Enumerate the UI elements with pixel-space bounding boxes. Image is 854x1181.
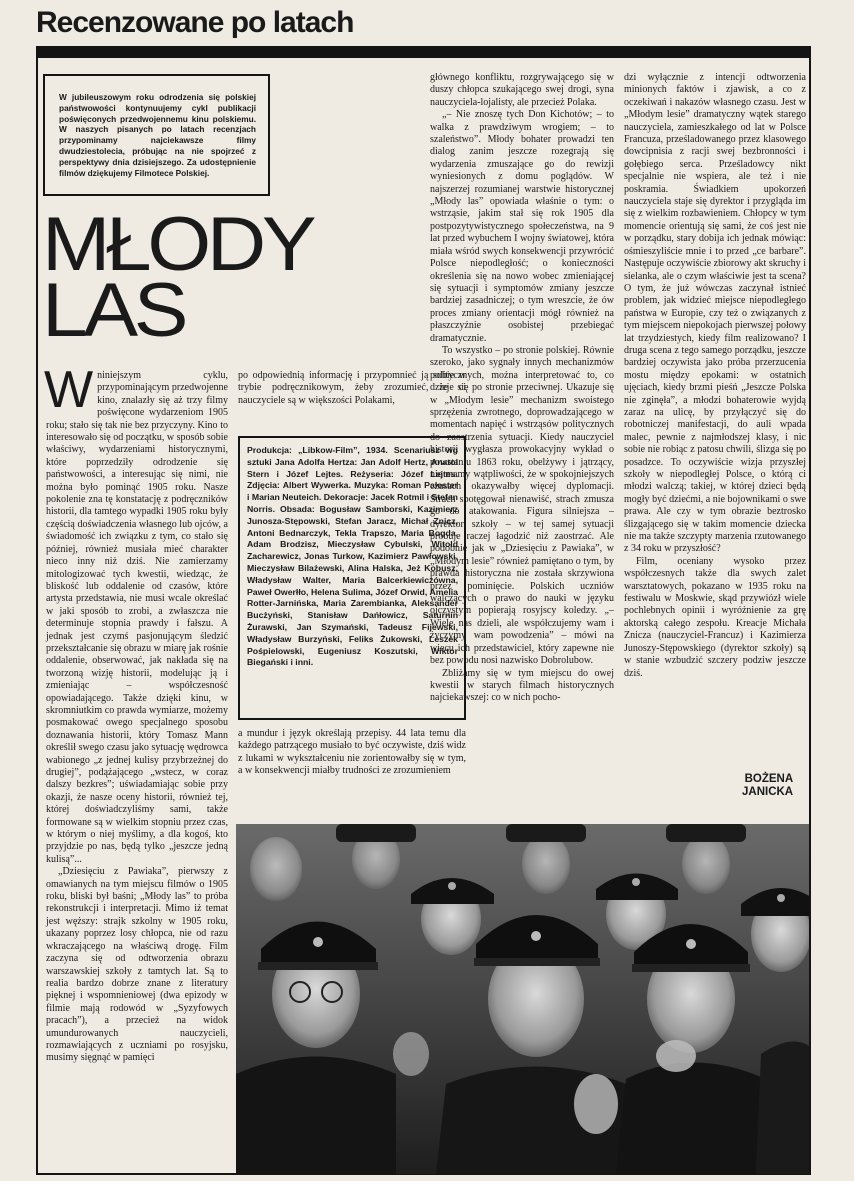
column-4-paragraph-1: dzi wyłącznie z intencji odtworzenia minionych faktów i zjawisk, a co z oczekiwań i nakazów własnego czasu. Jest w „Młodym lesie” dramatyczny wątek starego nauczyciela, zamieszkałego od lat w Polsce Francuza, prześladowanego przez klasowego dowcipnisia z racji swej bezbronności i gołębiego serca. Prześladowcy nikt specjalnie nie wspiera, ale też i nie poskramia. Świadkiem upokorzeń nauczyciela staje się dyrektor i przygląda im się z wielkim rozbawieniem. Chłopcy w tym momencie orientują się sami, że coś jest nie w porządku, stary dobija ich jednak mówiąc: ośmieszyliście mnie i to przed „ce barbare”. Następuje oczywiście zbiorowy akt skruchy i sielanka, ale o czym właściwie jest ta scena? O tym, że już wówczas zaczynał istnieć problem, jak widzieć miejsce niepodległego państwa w Europie, czy też o związanych z tym miejscem niepokojach pierwszej połowy lat trzydziestych, kiedy film realizowano? I druga scena z tego samego porządku, jeszcze bardziej oczywista jako próba przerzucenia mostu między epokami: w ostatnich ujęciach, kiedy brzmi pieśń „Jeszcze Polska nie zginęła”, a młodzi bohaterowie wyjdą zaraz na ulicę, by przyłączyć się do robotniczej manifestacji, do auli wpada malec, pewnie z najmłodszej klasy, i nic sobie nie robiąc z patosu chwili, ślizga się po posadzce. To oczywiście wizja przyszłej szkoły w niepodległej Polsce, o którą ci młodzi walczą; takiej, w której dzieci będą mogły być dziećmi, a nie bojownikami o swe prawa. Ale czy w tym obrazie beztrosko ślizgającego się w takim momencie dziecka nie ma także szczypty marzenia rzutowanego z 34 roku w przyszłość? (624, 72, 806, 555)
column-3-paragraph-2: „– Nie znoszę tych Don Kichotów; – to walka z prawdziwym wrogiem; – to szaleństwo”. Młody bohater prowadzi ten dialog zanim jeszcze rozegrają się wydarzenia zmuszające go do rewizji wyniesionych z domu poglądów. W najszerzej rozumianej warstwie historycznej „Młody las” opowiada właśnie o tym: o wstrząsie, jakim stał się rok 1905 dla postpozytywistycznego społeczeństwa, na 9 lat przed wybuchem I wojny światowej, która miała wśród swych konsekwencji przywrócić Polsce niepodległość; o konieczności określenia się na nowo wobec zmieniającej się sytuacji i symptomów zmiany jeszcze bardziej zasadniczej; o tym wreszcie, że ów proces zmiany orientacji mógł również na płaszczyźnie osobistej przebiegać dramatycznie. (430, 109, 614, 344)
column-3-paragraph-4: Zbliżamy się w tym miejscu do owej kwestii w starych filmach historycznych najciekawszej: co w nich pocho- (430, 667, 614, 704)
schoolboys-crowd-image (236, 824, 809, 1174)
section-title: Recenzowane po latach (36, 6, 354, 39)
credits-text: Produkcja: „Libkow-Film”, 1934. Scenariusz wg sztuki Jana Adolfa Hertza: Jan Adolf Hertz, Anatol Stern i Józef Lejtes. Reżyseria: Józef Lejtes. Zdjęcia: Albert Wywerka. Muzyka: Roman Palester i Marian Neuteich. Dekoracje: Jacek Rotmil i Stefan Norris. Obsada: Bogusław Samborski, Kazimierz Junosza-Stępowski, Stefan Jaracz, Michał Znicz, Antoni Bednarczyk, Tekla Trapszo, Maria Bogda, Adam Brodzisz, Mieczysław Cybulski, Witold Zacharewicz, Jonas Turkow, Kazimierz Pawłowski, Mieczysław Bilażewski, Alina Halska, Jeż Kobusz, Władysław Walter, Maria Balcerkiewiczówna, Paweł Owerłło, Helena Sulima, Józef Orwid, Amelia Rotter-Jarnińska, Maria Zarembianka, Aleksander Bucżyński, Stanisław Dańłowicz, Saturnin Żurawski, Jan Szymański, Tadeusz Fijewski, Władysław Burzyński, Feliks Żukowski, Leszek Pośpielowski, Eugeniusz Koszutski, Wiktor Biegański i inni. (247, 445, 458, 668)
frame-rule-left (36, 58, 38, 1175)
column-3-paragraph-3: To wszystko – po stronie polskiej. Równie szeroko, jako sygnały innych mechanizmów politycznych, można interpretować to, co dzieje się po stronie przeciwnej. Ukazuje się w „Młodym lesie” mechanizm swoistego sprzężenia zwrotnego, doprowadzającego w momentach napięć i wstrząsów politycznych do zaostrzenia sytuacji. Kiedy nauczyciel historii wygłasza prowokacyjny wykład o powstaniu 1863 roku, obelżywy i jątrzący, nie mamy wątpliwości, że w spokojniejszych czasach okazywałby więcej dyplomacji. Strach spotęgował nienawiść, strach zmusza go do atakowania. Figura silniejsza – dyrektor szkoły – w tej samej sytuacji próbuje raczej łagodzić niż zaostrzać. Ale podobnie jak w „Dziesięciu z Pawiaka”, w „Młodym lesie” również pamiętano o tym, by prawda historyczna nie została skrzywiona przez pominięcie. Polskich uczniów walczących o prawo do nauki w języku ojczystym popierają rosyjscy koledzy. „– Wiele nas dzieli, ale współczujemy wam i życzymy wam powodzenia” – mówi na wiecu ich przedstawiciel, który zapewne nie bez powodu nosi nazwisko Dobrolubow. (430, 344, 614, 667)
intro-text: W jubileuszowym roku odrodzenia się polskiej państwowości kontynuujemy cykl publikacji poświęconych przedwojennemu kinu polskiemu. W naszych pisanych po latach recenzjach przypominamy najciekawsze filmy dwudziestolecia, próbując na nie spojrzeć z perspektywy dnia dzisiejszego. Za udostępnienie filmów dziękujemy Filmotece Polskiej. (59, 92, 256, 178)
column-1-paragraph-1 (44, 361, 228, 866)
column-2-top-text: po odpowiednią informację i przypomnieć ją sobie w trybie podręcznikowym, żeby zrozumieć, że ci nauczyciele są w większości Polakami, (238, 370, 466, 406)
article-title (42, 202, 313, 353)
intro-box (43, 74, 270, 196)
column-1-text-1: niniejszym cyklu, przypominającym przedwojenne kino, znalazły się aż trzy filmy poświęcone wydarzeniom 1905 roku; stało się tak nie bez przyczyny. Kino to interesowało się od początku, w sposób sobie właściwy, wydarzeniami historycznymi, które poprzedziły odrodzenie się państwowości, a interesując się nimi, nie można było pominąć 1905 roku. Nasze pokolenie zna tę konstatację z podręczników historii, dla tamtego wypadki 1905 roku były częścią doświadczenia własnego lub ojców, a świadomość ich związku z tym, co stało się później, również musiała mieć charakter nieco inny niż dziś. Nie zamierzamy mitologizować tych kwestii, wiedząc, że bliskość lub oddalenie od czasów, które artysta przedstawia, nie musi wcale określać w jaki sposób to zrobi, a zwłaszcza nie determinuje stopnia prawdy i fałszu. A jednak jest czymś pasjonującym śledzić przekształcanie się obrazu w miarę jak rośnie oddalenie, obserwować, jak nakłada się na tworzoną wizję historii, modelując ją i zmieniając – współczesność opowiadającego. Także dzięki kinu, w skromniutkim co prawda wymiarze, możemy posmakować owego specjalnego sposobu doznawania historii, który Tomasz Mann określił swego czasu jako sytuację wędrowca wabionego „z jednej kulisy przybrzeżnej do drugiej”, podążającego „wstecz, w coraz dalszy bezkres”; uświadamiając sobie przy okazji, że nasze oceny historii, również tej, której doświadczyliśmy sami, także formowane są w wielkim stopniu przez czas, w którym o niej myślimy, a dla kogoś, kto przyjdzie po nas, będą tylko „jeszcze jedną kulisą”... (46, 370, 228, 865)
column-4 (624, 72, 806, 680)
author-byline (742, 773, 793, 799)
header-rule (36, 46, 811, 58)
title-line-2: LAS (42, 268, 185, 353)
column-1 (44, 361, 228, 1065)
column-3 (430, 72, 614, 705)
column-2-bottom-text: a mundur i język określają przepisy. 44 lata temu dla każdego patrzącego musiało to być oczywiste, dziś widz z lukami w wykształceniu nie zorientowałby się w tym, a w konsekwencji miałby trudności ze zrozumieniem (238, 728, 466, 777)
column-4-paragraph-2: Film, oceniany wysoko przez współczesnych także dla swych zalet warsztatowych, pokazano w 1935 roku na festiwalu w Moskwie, skąd przywiózł wiele pochlebnych opinii i wyróżnienie za grę aktorską całego zespołu. Kreacje Michała Znicza (nauczyciel-Francuz) i Kazimierza Junoszy-Stępowskiego (dyrektor szkoły) są w stanie wzbudzić szczery podziw jeszcze dziś. (624, 555, 806, 679)
frame-rule-right (809, 58, 811, 1175)
column-1-paragraph-2: „Dziesięciu z Pawiaka”, pierwszy z omawianych na tym miejscu filmów o 1905 roku, bliski był baśni; „Młody las” to próba rekonstrukcji i interpretacji. Mimo iż temat jest węższy: strajk szkolny w 1905 roku, ukazany poprzez losy chłopca, nie od razu wkraczającego na właściwą drogę. Film zaczyna się od odtworzenia obrazu warszawskiej szkoły z tamtych lat. Są to realia bardzo dobrze znane z literatury pięknej i wspomnieniowej (dwa epizody w filmie mają rodowód w „Syzyfowych pracach”), a przecież na widok umundurowanych nauczycieli, rozmawiających z uczniami po rosyjsku, musimy sięgnąć w pamięci (46, 866, 228, 1064)
column-2-bottom (238, 728, 466, 778)
title-line-1: MŁODY (42, 202, 313, 287)
column-3-paragraph-1: głównego konfliktu, rozgrywającego się w duszy chłopca szukającego swej drogi, syna nauczyciela-lojalisty, ale przecież Polaka. (430, 72, 614, 108)
author-last-name: JANICKA (742, 786, 794, 798)
film-still-photo (236, 824, 809, 1174)
drop-cap: W (44, 361, 94, 419)
author-first-name: BOŻENA (744, 773, 794, 785)
